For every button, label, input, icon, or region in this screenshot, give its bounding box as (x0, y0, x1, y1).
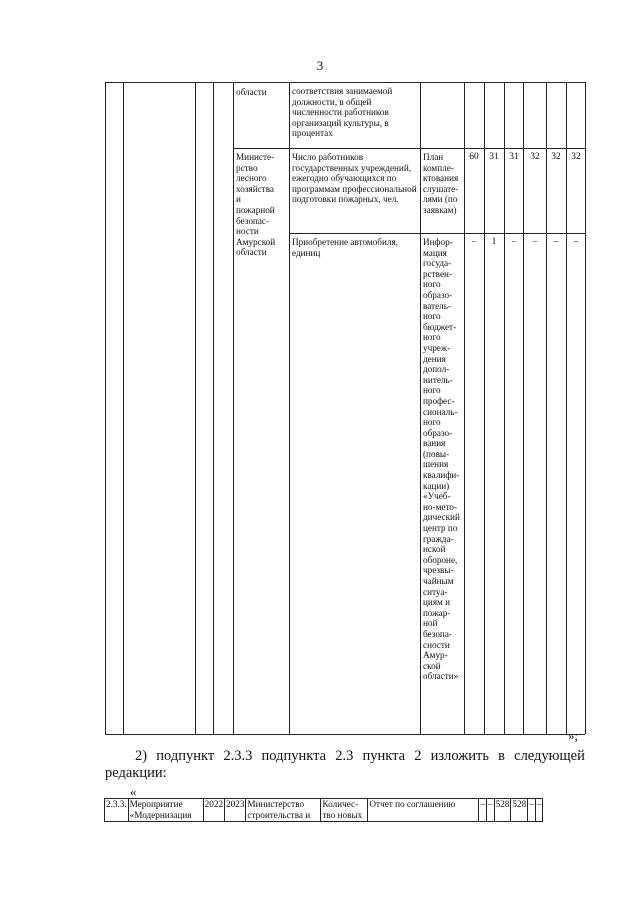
paragraph-line (105, 748, 585, 765)
value-cell: 1 (491, 237, 497, 247)
word: изложить (430, 748, 489, 764)
table-row (105, 799, 543, 822)
word: подпункта (261, 748, 327, 764)
word: 2.3.3 (223, 748, 253, 764)
table-divider (566, 82, 567, 734)
row-divider (233, 148, 585, 149)
value-cell: 31 (509, 152, 519, 162)
value-cell: – (471, 237, 477, 247)
table-border-right (585, 82, 586, 734)
year-start-cell: 2022 (203, 799, 224, 822)
value-cell: 60 (469, 152, 479, 162)
value-cell: – (479, 799, 487, 822)
source-cell: Инфор- мация госуда- рствен- ного образо- ватель- ного бюджет- ного учреж- дения допол- нитель- ного профес- сиональ- ного образо- вания (повы- шения квалифи- кации) «Учеб- но-мето- дический центр по гражда- нской обороне, чрезвы- чайным ситуа- циям и пожар- ной безопа- сности Амур- ской области» (423, 237, 460, 682)
value-cell: 32 (530, 152, 540, 162)
value-cell: 32 (551, 152, 561, 162)
activity-cell: Мероприятие «Модернизация (128, 799, 203, 822)
opening-quote: « (130, 784, 137, 799)
table-divider (523, 82, 524, 734)
value-cell: – (487, 799, 495, 822)
table-divider (484, 82, 485, 734)
value-cell: – (573, 237, 579, 247)
row-divider (289, 233, 585, 234)
value-cell: – (511, 237, 517, 247)
closing-quote: »; (568, 728, 579, 743)
table-border-top (105, 82, 585, 83)
source-cell: Отчет по соглашению (368, 799, 479, 822)
value-cell: – (528, 799, 536, 822)
indicator-cell: Число работников государственных учреждений, ежегодно обучающихся по программам профессиональной подготовки пожарных, чел. (292, 152, 417, 205)
word: 2 (414, 748, 422, 764)
paragraph-line: редакции: (105, 765, 167, 781)
table-divider (195, 82, 196, 734)
table-divider (213, 82, 214, 734)
word: 2) (135, 748, 148, 764)
table-border-bottom (105, 734, 585, 735)
page-number: 3 (316, 58, 324, 73)
source-cell: План компле- ктования слушате- лями (по заявкам) (423, 152, 459, 215)
table-divider (504, 82, 505, 734)
executor-cell: Министе- рство лесного хозяйства и пожарной безопас- ности Амурской области (236, 152, 276, 258)
word: подпункт (156, 748, 215, 764)
word: следующей (514, 748, 585, 764)
word: пункта (362, 748, 406, 764)
amendment-paragraph (105, 748, 585, 782)
value-cell: 31 (489, 152, 499, 162)
amended-table-row (104, 798, 543, 822)
code-cell: 2.3.3. (105, 799, 129, 822)
value-cell: 32 (571, 152, 581, 162)
word: в (498, 748, 505, 764)
indicator-cell: соответствия занимаемой должности, в общей численности работников организаций культуры, в процентах (292, 86, 393, 139)
year-end-cell: 2023 (225, 799, 246, 822)
table-divider (123, 82, 124, 734)
indicator-cell: Приобретение автомобиля, единиц (292, 237, 398, 258)
table-border-left (105, 82, 106, 734)
table-divider (233, 82, 234, 734)
value-cell: 528 (511, 799, 528, 822)
indicator-cell: Количес- тво новых (321, 799, 368, 822)
table-divider (420, 82, 421, 734)
value-cell: – (553, 237, 559, 247)
value-cell: 528 (494, 799, 511, 822)
word: 2.3 (335, 748, 354, 764)
region-cell: области (236, 87, 267, 97)
value-cell: – (535, 799, 543, 822)
executor-cell: Министерство строительства и (246, 799, 321, 822)
value-cell: – (532, 237, 538, 247)
table-divider (546, 82, 547, 734)
